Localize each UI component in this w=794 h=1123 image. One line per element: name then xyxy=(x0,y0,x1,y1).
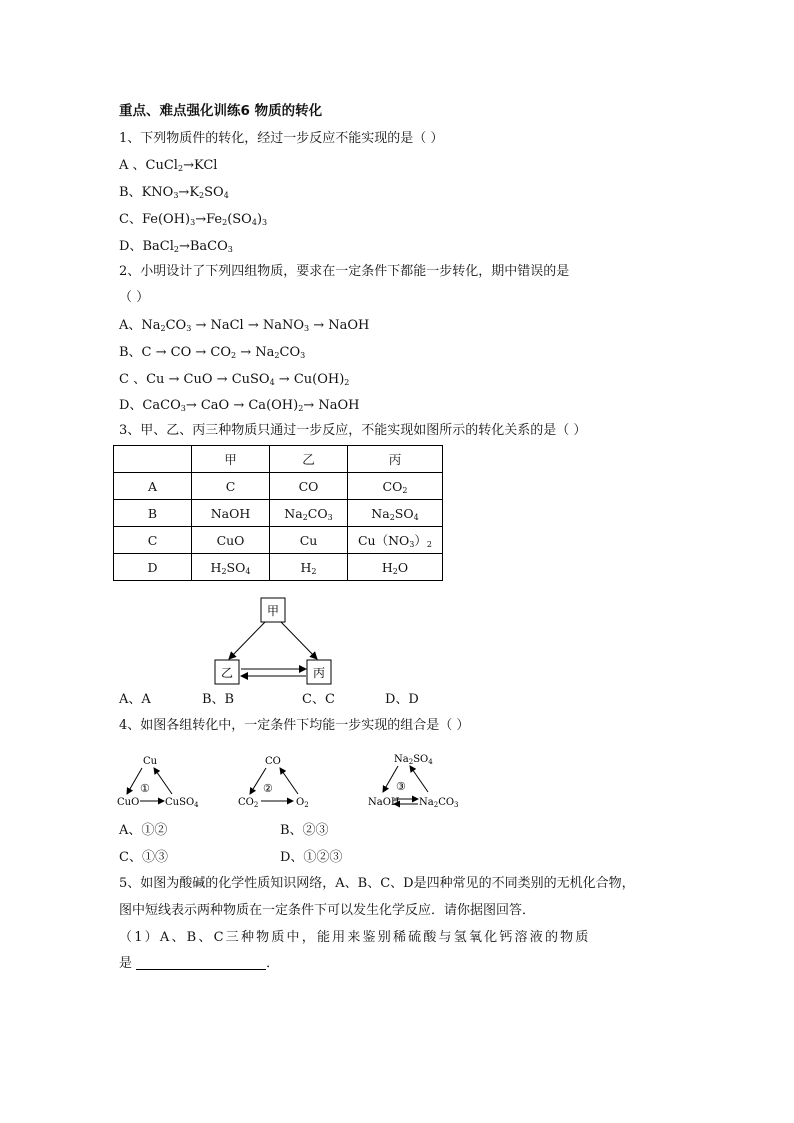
q2-option-c: C 、Cu → CuO → CuSO$_4$ → $Cu(OH)_2$ xyxy=(119,372,350,387)
q2-option-a: A、$Na_2CO_3$ → NaCl → NaNO$_3$ → NaOH xyxy=(119,318,370,333)
d1-top: Cu xyxy=(143,756,158,767)
table-cell: NaOH xyxy=(192,500,270,527)
yi-label: 乙 xyxy=(220,666,234,680)
table-cell: $H_2SO_4$ xyxy=(192,554,270,581)
d3-top: $Na_2SO_4$ xyxy=(394,754,433,766)
table-cell: Cu xyxy=(270,527,348,554)
q4-option-b: B、②③ xyxy=(280,823,329,838)
d2-top: CO xyxy=(265,756,281,767)
table-cell: CO xyxy=(270,473,348,500)
table-row xyxy=(114,527,443,554)
q3-option-d: D、D xyxy=(385,692,419,707)
table-cell: C xyxy=(192,473,270,500)
q3-table xyxy=(113,445,443,581)
q4-stem: 4、如图各组转化中，一定条件下均能一步实现的组合是（ ） xyxy=(119,718,470,733)
table-cell-option: D xyxy=(114,554,192,581)
arrow-jia-bing xyxy=(281,622,317,659)
d3-right: $Na_2CO_3$ xyxy=(419,797,459,809)
d2-arrow-right-top xyxy=(280,768,298,794)
q4-diagram-2 xyxy=(238,756,309,809)
table-cell: $Cu(NO_3)_2$ xyxy=(348,527,443,554)
q3-option-a: A、A xyxy=(119,692,151,707)
q3-diagram xyxy=(205,592,355,687)
table-cell-option: C xyxy=(114,527,192,554)
q2-stem: 2、小明设计了下列四组物质，要求在一定条件下都能一步转化，期中错误的是 xyxy=(119,264,570,279)
bing-label: 丙 xyxy=(312,666,326,680)
q3-option-c: C、C xyxy=(302,692,335,707)
table-header-cell: 乙 xyxy=(270,446,348,473)
table-cell-option: A xyxy=(114,473,192,500)
q4-diagram-1 xyxy=(117,756,199,809)
table-cell: $CO_2$ xyxy=(348,473,443,500)
d1-left: CuO xyxy=(117,797,140,808)
table-row xyxy=(114,500,443,527)
table-cell: CuO xyxy=(192,527,270,554)
d3-left: NaOH xyxy=(368,797,400,808)
q1-option-d: D、BaCl$_2$→BaCO$_3$ xyxy=(119,239,233,254)
answer-blank[interactable] xyxy=(136,955,266,970)
q2-option-d: D、CaCO$_3$→ CaO → $Ca(OH)_2\to$ NaOH xyxy=(119,398,360,413)
d3-arrow-right-top xyxy=(410,766,428,792)
d1-right: CuSO$_4$ xyxy=(165,797,199,809)
q4-diagram-3 xyxy=(368,754,459,809)
q5-line-2: 图中短线表示两种物质在一定条件下可以发生化学反应．请你据图回答． xyxy=(119,903,536,918)
q4-option-d: D、①②③ xyxy=(280,850,343,865)
q1-option-a: A 、CuCl$_2$→KCl xyxy=(119,158,218,173)
table-header-cell xyxy=(114,446,192,473)
d3-num: ③ xyxy=(396,780,406,793)
q3-stem: 3、甲、乙、丙三种物质只通过一步反应，不能实现如图所示的转化关系的是（ ） xyxy=(119,423,587,438)
q4-option-a: A、①② xyxy=(119,823,168,838)
q2-paren: （ ） xyxy=(119,290,150,305)
table-header-cell: 甲 xyxy=(192,446,270,473)
q4-diagrams xyxy=(110,748,470,814)
q5-line-3: （1）A、B、C三种物质中，能用来鉴别稀硫酸与氢氧化钙溶液的物质 xyxy=(119,930,591,945)
table-cell: $Na_2CO_3$ xyxy=(270,500,348,527)
table-cell: $H_2$ xyxy=(270,554,348,581)
d2-left: $CO_2$ xyxy=(238,797,259,809)
q1-option-c: C、$Fe(OH)_3\to Fe_2(SO_4)_3$ xyxy=(119,212,268,227)
table-cell: $Na_2SO_4$ xyxy=(348,500,443,527)
d2-right: $O_2$ xyxy=(296,797,309,809)
d1-arrow-right-top xyxy=(154,768,172,794)
q5-line-4: 是 ． xyxy=(119,956,280,971)
q1-option-b: B、$KNO_3\to K_2SO_4$ xyxy=(119,185,229,200)
q4-option-c: C、①③ xyxy=(119,850,168,865)
table-row xyxy=(114,554,443,581)
d1-num: ① xyxy=(140,782,150,795)
page-title: 重点、难点强化训练6 物质的转化 xyxy=(119,103,323,119)
table-header-row xyxy=(114,446,443,473)
q5-line-1: 5、如图为酸碱的化学性质知识网络，A、B、C、D是四种常见的不同类别的无机化合物， xyxy=(119,876,635,891)
q2-option-b: B、C → CO → $CO_2 \to Na_2CO_3$ xyxy=(119,345,306,360)
q1-stem: 1、下列物质件的转化，经过一步反应不能实现的是（ ） xyxy=(119,131,444,146)
table-header-cell: 丙 xyxy=(348,446,443,473)
table-cell: $H_2O$ xyxy=(348,554,443,581)
table-row xyxy=(114,473,443,500)
table-cell-option: B xyxy=(114,500,192,527)
jia-label: 甲 xyxy=(266,604,280,618)
arrow-jia-yi xyxy=(229,622,265,659)
d2-num: ② xyxy=(263,782,273,795)
q3-option-b: B、B xyxy=(202,692,235,707)
